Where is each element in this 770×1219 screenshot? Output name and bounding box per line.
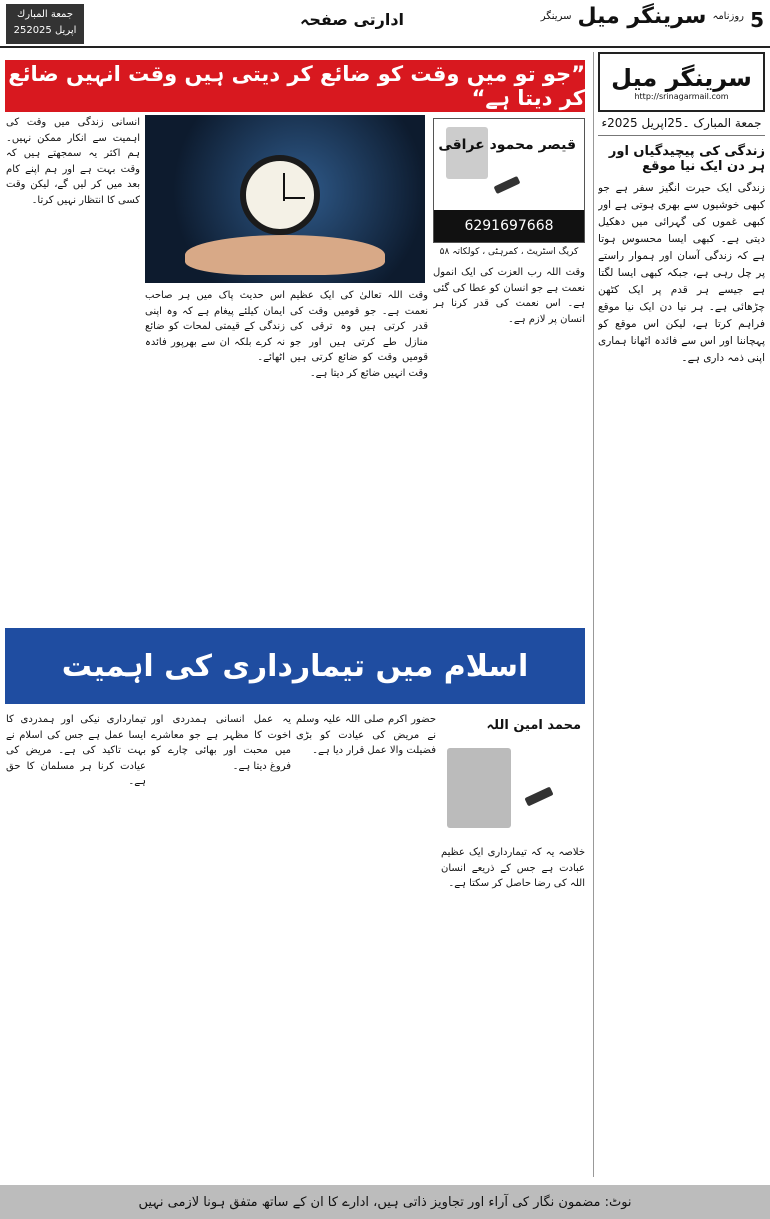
- author-location: کریگ اسٹریٹ ، کمرہٹی ، کولکاتہ ۵۸: [439, 247, 579, 257]
- author-photo: [447, 748, 511, 828]
- header-daily-label: روزنامہ: [712, 11, 744, 22]
- header-date-box: [6, 4, 84, 44]
- pen-icon: [524, 787, 553, 807]
- header-date-day: جمعة المبارك: [16, 9, 74, 20]
- sidebar-body: زندگی ایک حیرت انگیز سفر ہے جو کبھی خوشیوں سے بھری ہوتی ہے اور کبھی غموں کی گہرائی میں دھکیل دیتی ہے۔ کبھی ایسا محسوس ہوتا ہے کہ زندگی آسان اور ہموار راستے پر چل رہی ہے، جبکہ کبھی ایسا لگتا ہے جیسے ہر قدم پر ایک کٹھن چڑھائی ہے۔ ہر نیا دن ایک نیا موقع فراہم کرتا ہے، لیکن اس موقع کو پہچاننا اور اس سے فائدہ اٹھانا ہماری اپنی ذمہ داری ہے۔: [598, 182, 765, 364]
- header-city: سرینگر: [540, 11, 572, 22]
- header-brand-name: سرینگر میل: [577, 4, 707, 29]
- article1-column-1: انسانی زندگی میں وقت کی اہمیت سے انکار ممکن نہیں۔ ہم اکثر یہ سمجھتے ہیں کہ وقت بہت ہے اور ہم اپنے کام بعد میں کر لیں گے، لیکن وقت کسی کا انتظار نہیں کرتا۔: [6, 117, 140, 206]
- article1-author: قیصر محمود عراقی: [438, 137, 576, 153]
- sidebar-date: جمعة المبارک ۔25اپریل 2025ء: [598, 116, 765, 136]
- article1-author-box: [433, 118, 585, 243]
- article2-column-1: تیمارداری نیکی اور ہمدردی کا ایسا عمل ہے جس کی اسلام نے بہت تاکید کی ہے۔ مریض کی عیادت کرنا ہر مسلمان کا حق ہے۔: [6, 714, 146, 787]
- page-number: 5: [750, 8, 764, 32]
- header-brand: [541, 4, 744, 29]
- article2-column-3: حضور اکرم صلی اللہ علیہ وسلم نے مریض کی عیادت کو بڑی فضیلت والا عمل قرار دیا ہے۔: [296, 714, 436, 756]
- author-photo: [446, 127, 488, 179]
- clock-in-hands-image: [145, 115, 425, 283]
- sidebar-title: زندگی کی پیچیدگیاں اور ہر دن ایک نیا موقع: [608, 144, 765, 174]
- article2-column-4: خلاصہ یہ کہ تیمارداری ایک عظیم عبادت ہے جس کے ذریعے انسان اللہ کی رضا حاصل کر سکتا ہے۔: [441, 847, 585, 889]
- page-header: [0, 0, 770, 48]
- article2-author: محمد امین اللہ: [486, 718, 581, 733]
- header-date: 25اپریل 2025: [13, 25, 77, 36]
- hand-shape: [185, 235, 385, 275]
- article1-column-4: وقت اللہ رب العزت کی ایک انمول نعمت ہے جو انسان کو عطا کی گئی ہے۔ اس نعمت کی قدر کرنا ہر انسان پر لازم ہے۔: [433, 267, 585, 325]
- clock-minute-hand: [283, 197, 305, 199]
- article2-column-2: یہ عمل انسانی ہمدردی اور اخوت کا مظہر ہے جو معاشرے میں محبت اور بھائی چارے کو فروغ دیتا ہے۔: [151, 714, 291, 772]
- masthead-name: سرینگر میل: [611, 63, 752, 92]
- sidebar-masthead: [598, 52, 765, 112]
- footer-disclaimer: نوٹ: مضمون نگار کی آراء اور تجاویز ذاتی ہیں، ادارے کا ان کے ساتھ متفق ہونا لازمی نہیں: [0, 1185, 770, 1219]
- author-phone: 6291697668: [434, 210, 584, 242]
- article2-author-box: [441, 712, 585, 840]
- section-title: ادارتی صفحہ: [300, 10, 405, 29]
- editorial-sidebar: [593, 52, 765, 1177]
- article1-headline: ”جو تو میں وقت کو ضائع کر دیتی ہیں وقت انہیں ضائع کر دیتا ہے“: [5, 60, 585, 112]
- article1-column-3: وقت اللہ تعالیٰ کی ایک عظیم نعمت ہے۔ جو قومیں وقت کی قدر کرتی ہیں وہ ترقی کی منازل طے کرتی ہیں اور جو قومیں وقت کو ضائع کرتی ہیں وقت انہیں ضائع کر دیتا ہے۔: [290, 290, 428, 379]
- masthead-site: http://srinagarmail.com: [634, 91, 729, 101]
- article2-headline: اسلام میں تیمارداری کی اہمیت: [5, 628, 585, 704]
- article1-column-2: اس حدیث پاک میں ہر صاحب ایمان کیلئے پیغام ہے کہ وہ اپنی زندگی کے قیمتی لمحات کو ضائع نہ کرے بلکہ ان سے بھرپور فائدہ اٹھائے۔: [145, 290, 285, 363]
- clock-icon: [240, 155, 320, 235]
- pen-icon: [494, 176, 521, 194]
